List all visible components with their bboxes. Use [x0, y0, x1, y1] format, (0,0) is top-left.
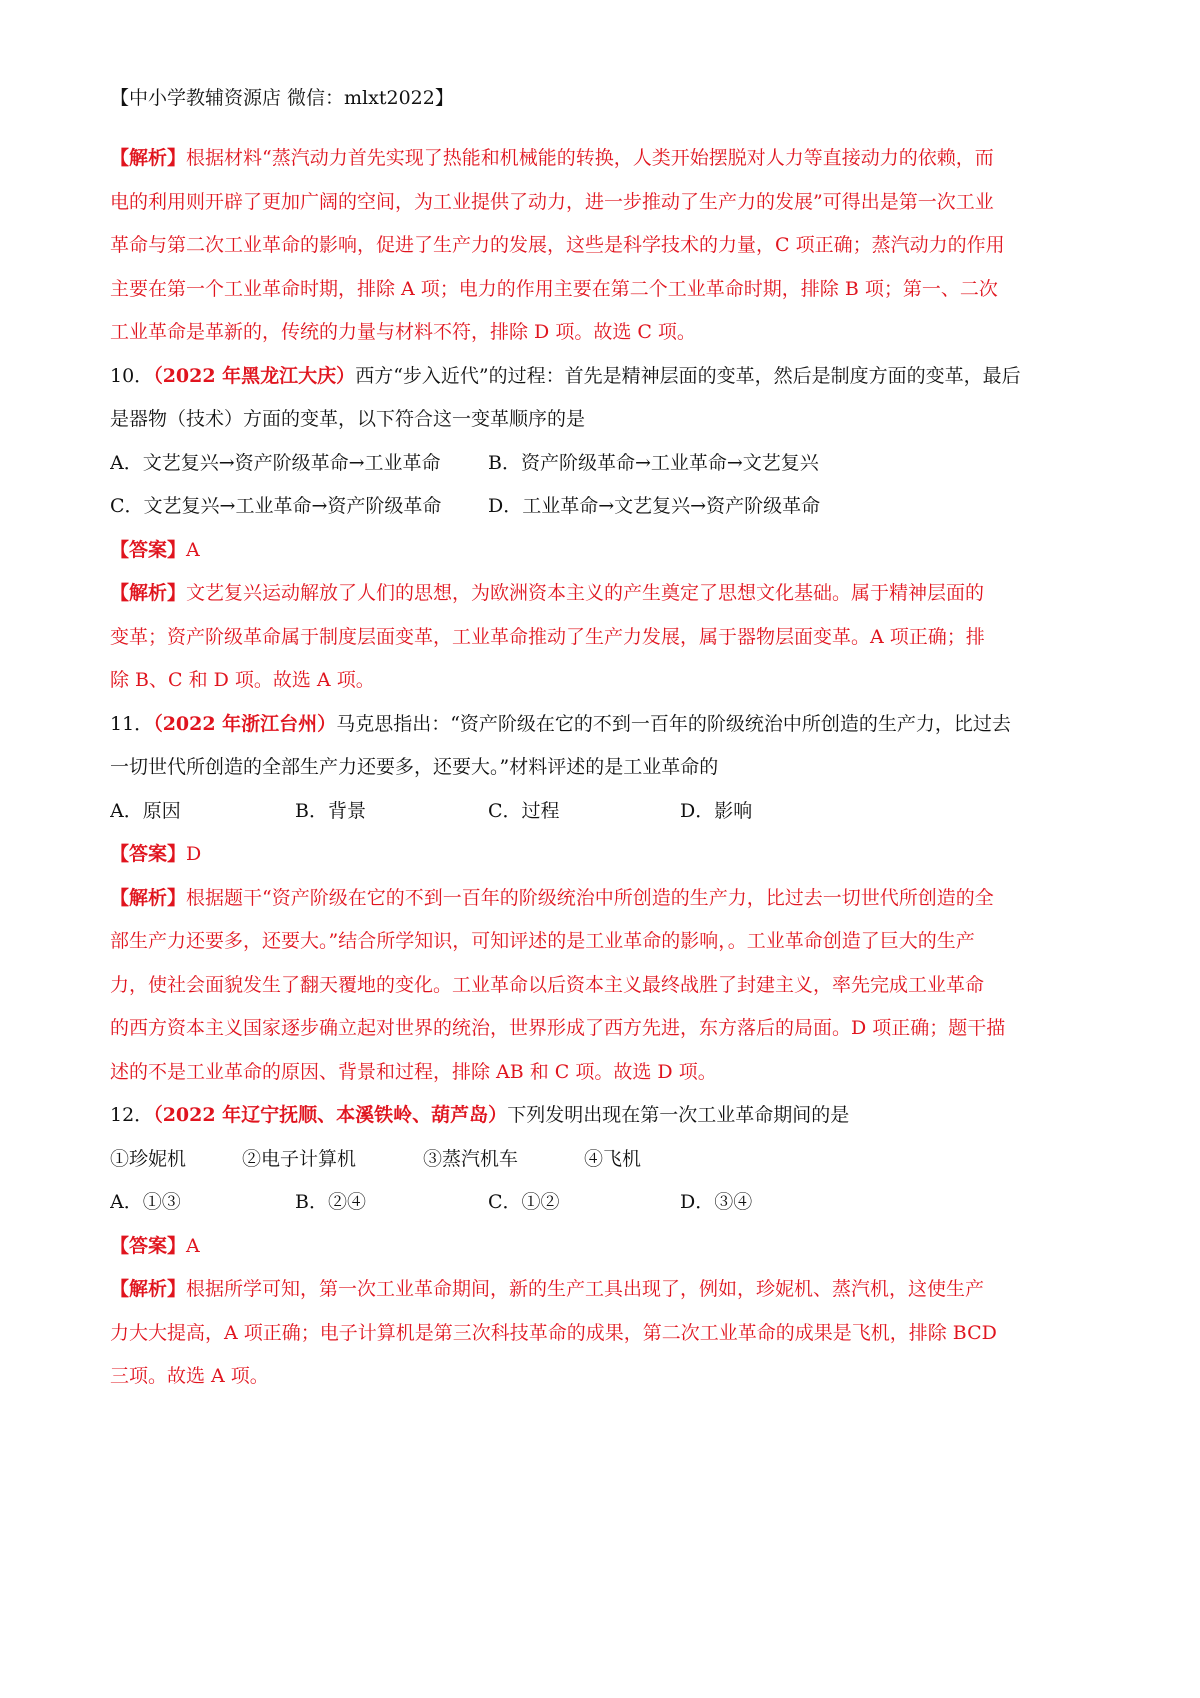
q12-stem-line-1: 12．（2022 年辽宁抚顺、本溪铁岭、葫芦岛）下列发明出现在第一次工业革命期间的是 [110, 1104, 850, 1126]
q10-stem-line-2: 是器物（技术）方面的变革，以下符合这一变革顺序的是 [110, 408, 586, 430]
q10-analysis-line-1: 【解析】文艺复兴运动解放了人们的思想，为欧洲资本主义的产生奠定了思想文化基础。属于精神层面的 [110, 582, 985, 604]
q10-option-d: D．工业革命→文艺复兴→资产阶级革命 [488, 495, 821, 517]
q10-answer-value: A [186, 539, 200, 561]
q11-analysis-line-4: 的西方资本主义国家逐步确立起对世界的统治，世界形成了西方先进，东方落后的局面。D 项正确；题干描 [110, 1017, 1006, 1039]
q12-analysis-line-3: 三项。故选 A 项。 [110, 1365, 269, 1387]
q9-analysis-line-4: 主要在第一个工业革命时期，排除 A 项；电力的作用主要在第二个工业革命时期，排除 B 项；第一、二次 [110, 278, 998, 300]
q12-answer [110, 1234, 1100, 1258]
q12-option-d: D．③④ [680, 1191, 753, 1213]
q10-options-row-2 [110, 494, 1100, 518]
q11-answer-tag: 【答案】 [110, 843, 187, 865]
q9-analysis-tag: 【解析】 [110, 147, 187, 169]
q11-analysis-tag: 【解析】 [110, 887, 187, 909]
q12-option-b: B．②④ [295, 1191, 366, 1213]
q12-option-a: A．①③ [110, 1191, 181, 1213]
q10-answer-tag: 【答案】 [110, 539, 187, 561]
q11-stem-line-2: 一切世代所创造的全部生产力还要多，还要大。”材料评述的是工业革命的 [110, 756, 719, 778]
q11-answer [110, 842, 1100, 866]
q12-analysis-line-1: 【解析】根据所学可知，第一次工业革命期间，新的生产工具出现了，例如，珍妮机、蒸汽机，这使生产 [110, 1278, 985, 1300]
q10-stem-line-1: 10．（2022 年黑龙江大庆）西方“步入近代”的过程：首先是精神层面的变革，然后是制度方面的变革，最后 [110, 365, 1021, 387]
q9-analysis-line-3: 革命与第二次工业革命的影响，促进了生产力的发展，这些是科学技术的力量，C 项正确；蒸汽动力的作用 [110, 234, 1005, 256]
q11-option-c: C．过程 [488, 800, 560, 822]
q11-analysis-line-5: 述的不是工业革命的原因、背景和过程，排除 AB 和 C 项。故选 D 项。 [110, 1061, 717, 1083]
q11-analysis-line-1: 【解析】根据题干“资产阶级在它的不到一百年的阶级统治中所创造的生产力，比过去一切世代所创造的全 [110, 887, 994, 909]
page-header: 【中小学教辅资源店 微信：mlxt2022】 [110, 87, 454, 109]
q12-item-1: ①珍妮机 [110, 1148, 187, 1170]
q10-option-c: C．文艺复兴→工业革命→资产阶级革命 [110, 495, 442, 517]
q10-source: （2022 年黑龙江大庆） [153, 365, 356, 387]
q12-item-2: ②电子计算机 [242, 1148, 357, 1170]
q12-item-3: ③蒸汽机车 [423, 1148, 519, 1170]
q10-analysis-tag: 【解析】 [110, 582, 187, 604]
q11-options-row [110, 799, 1100, 823]
q10-options-row-1 [110, 451, 1100, 475]
q11-number: 11． [110, 713, 154, 735]
q10-analysis-line-2: 变革；资产阶级革命属于制度层面变革，工业革命推动了生产力发展，属于器物层面变革。A 项正确；排 [110, 626, 985, 648]
q12-item-4: ④飞机 [584, 1148, 642, 1170]
q11-source: （2022 年浙江台州） [153, 713, 337, 735]
q10-option-a: A．文艺复兴→资产阶级革命→工业革命 [110, 452, 441, 474]
q12-answer-value: A [186, 1235, 200, 1257]
q11-option-b: B．背景 [295, 800, 366, 822]
q12-analysis-tag: 【解析】 [110, 1278, 187, 1300]
q12-source: （2022 年辽宁抚顺、本溪铁岭、葫芦岛） [153, 1104, 508, 1126]
q12-options-row [110, 1190, 1100, 1214]
q11-stem-line-1: 11．（2022 年浙江台州）马克思指出：“资产阶级在它的不到一百年的阶级统治中所创造的生产力，比过去 [110, 713, 1011, 735]
q11-option-d: D．影响 [680, 800, 753, 822]
q12-analysis-line-2: 力大大提高，A 项正确；电子计算机是第三次科技革命的成果，第二次工业革命的成果是飞机，排除 BCD [110, 1322, 997, 1344]
q9-analysis-line-5: 工业革命是革新的，传统的力量与材料不符，排除 D 项。故选 C 项。 [110, 321, 696, 343]
q12-items-row [110, 1147, 1100, 1171]
q9-analysis-line-2: 电的利用则开辟了更加广阔的空间，为工业提供了动力，进一步推动了生产力的发展”可得出是第一次工业 [110, 191, 994, 213]
q11-analysis-line-2: 部生产力还要多，还要大。”结合所学知识，可知评述的是工业革命的影响，。工业革命创造了巨大的生产 [110, 930, 975, 952]
q12-answer-tag: 【答案】 [110, 1235, 187, 1257]
q12-number: 12． [110, 1104, 154, 1126]
q10-option-b: B．资产阶级革命→工业革命→文艺复兴 [488, 452, 819, 474]
q11-answer-value: D [186, 843, 202, 865]
q11-analysis-line-3: 力，使社会面貌发生了翻天覆地的变化。工业革命以后资本主义最终战胜了封建主义，率先完成工业革命 [110, 974, 985, 996]
q10-number: 10． [110, 365, 154, 387]
q9-analysis-line-1: 【解析】根据材料“蒸汽动力首先实现了热能和机械能的转换，人类开始摆脱对人力等直接动力的依赖，而 [110, 147, 994, 169]
q11-option-a: A．原因 [110, 800, 181, 822]
q10-answer [110, 538, 1100, 562]
q10-analysis-line-3: 除 B、C 和 D 项。故选 A 项。 [110, 669, 375, 691]
q12-option-c: C．①② [488, 1191, 560, 1213]
